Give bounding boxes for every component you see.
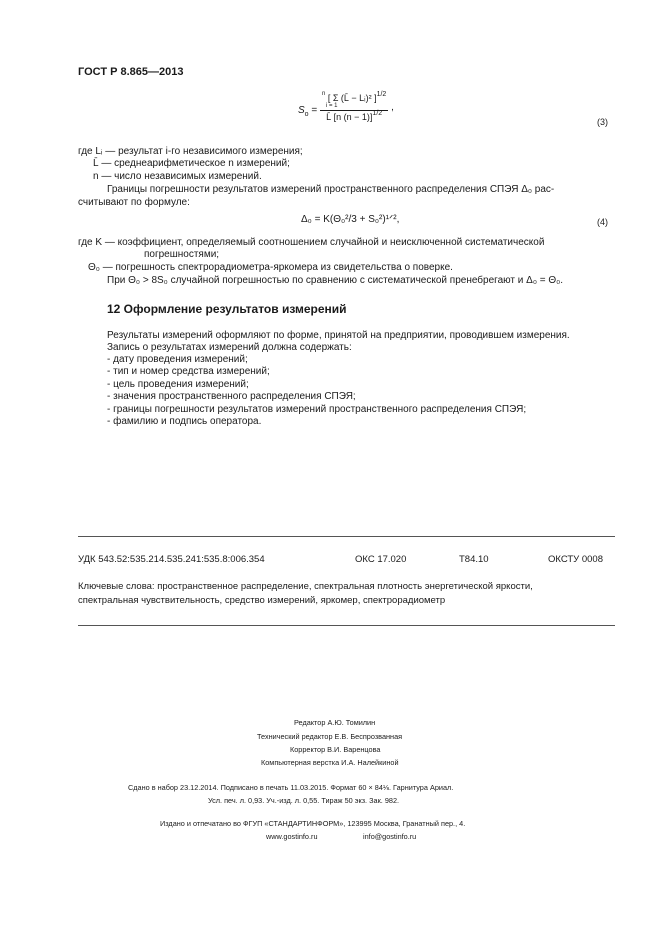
formula-3-sum-top: n (321, 91, 326, 97)
formula-3-sum-bottom: i = 1 (325, 103, 338, 109)
keywords-line-1: Ключевые слова: пространственное распределение, спектральная плотность энергетической яркости, (78, 581, 533, 592)
divider-top (78, 536, 615, 537)
imprint-line-2: Усл. печ. л. 0,93. Уч.-изд. л. 0,55. Тираж 50 экз. Зак. 982. (208, 796, 400, 805)
imprint-email-link[interactable]: info@gostinfo.ru (363, 832, 417, 841)
list-item: - фамилию и подпись оператора. (107, 416, 262, 428)
t-code: Т84.10 (459, 554, 489, 565)
where-line-2: L̄ — среднеарифметическое n измерений; (93, 158, 290, 169)
where2-line-4: При Θ₀ > 8S₀ случайной погрешностью по сравнению с систематической пренебрегают и Δ₀ = Θ₀. (107, 275, 564, 286)
imprint-line-3: Издано и отпечатано во ФГУП «СТАНДАРТИНФОРМ», 123995 Москва, Гранатный пер., 4. (160, 819, 466, 828)
credit-tech-editor: Технический редактор Е.В. Беспрозванная (257, 732, 403, 741)
section-paragraph-2: Запись о результатах измерений должна содержать: (107, 342, 352, 353)
section-title: 12 Оформление результатов измерений (107, 302, 347, 316)
formula-3-den-power: 1/2 (372, 110, 383, 117)
requirements-list (107, 354, 526, 428)
oks-code: ОКС 17.020 (355, 554, 407, 565)
paragraph-line-1: Границы погрешности результатов измерений пространственного распределения СПЭЯ Δ₀ рас- (107, 184, 555, 195)
where-line-1: где Lᵢ — результат i-го независимого измерения; (78, 146, 303, 157)
formula-3-numerator-text: [ Σ (L̄ − Lᵢ)² ] (327, 93, 377, 103)
section-paragraph-1: Результаты измерений оформляют по форме, принятой на предприятии, проводившем измерения. (107, 330, 570, 341)
divider-bottom (78, 625, 615, 626)
formula-3-lhs: S (298, 105, 305, 117)
formula-3-denominator-text: L̄ [n (n − 1)] (326, 112, 373, 122)
keywords-line-2: спектральная чувствительность, средство измерений, яркомер, спектрорадиометр (78, 595, 446, 606)
credit-corrector: Корректор В.И. Варенцова (290, 745, 381, 754)
where2-line-3: Θ₀ — погрешность спектрорадиометра-яркомера из свидетельства о поверке. (88, 262, 453, 273)
where2-line-2: погрешностями; (144, 249, 220, 260)
formula-4: Δ₀ = K(Θ₀²/3 + S₀²)¹ᐟ², (301, 214, 400, 225)
okstu-code: ОКСТУ 0008 (548, 554, 603, 565)
formula-3-numerator (320, 93, 388, 111)
formula-3-number: (3) (597, 117, 608, 127)
imprint-site-link[interactable]: www.gostinfo.ru (266, 832, 318, 841)
list-item: - тип и номер средства измерений; (107, 366, 270, 378)
udk-code: УДК 543.52:535.214.535.241:535.8:006.354 (78, 554, 265, 565)
formula-3: $S_o$ = $^n$ [ Σ (L̄ − Lᵢ)² ]$^{1/2}$ i = 1 L̄ [n (n − 1)]$^{1/2}$ , (298, 91, 394, 122)
imprint-line-1: Сдано в набор 23.12.2014. Подписано в печать 11.03.2015. Формат 60 × 84⅛. Гарнитура Ариал. (128, 783, 454, 792)
paragraph-line-2: считывают по формуле: (78, 197, 190, 208)
formula-3-lhs-sub: o (304, 111, 309, 119)
where2-line-1: где K — коэффициент, определяемый соотношением случайной и неисключенной систематической (78, 237, 545, 248)
list-item: - границы погрешности результатов измерений пространственного распределения СПЭЯ; (107, 403, 527, 415)
formula-4-number: (4) (597, 217, 608, 227)
formula-3-denominator (320, 111, 388, 122)
list-item: - значения пространственного распределения СПЭЯ; (107, 391, 356, 403)
where-line-3: n — число независимых измерений. (93, 171, 262, 182)
credit-editor: Редактор А.Ю. Томилин (294, 718, 376, 727)
list-item: - цель проведения измерений; (107, 378, 249, 390)
list-item: - дату проведения измерений; (107, 354, 248, 365)
formula-3-num-power: 1/2 (376, 91, 387, 98)
document-header: ГОСТ Р 8.865—2013 (78, 66, 184, 78)
formula-3-fraction (320, 93, 388, 122)
credit-layout: Компьютерная верстка И.А. Налейкиной (261, 758, 399, 767)
